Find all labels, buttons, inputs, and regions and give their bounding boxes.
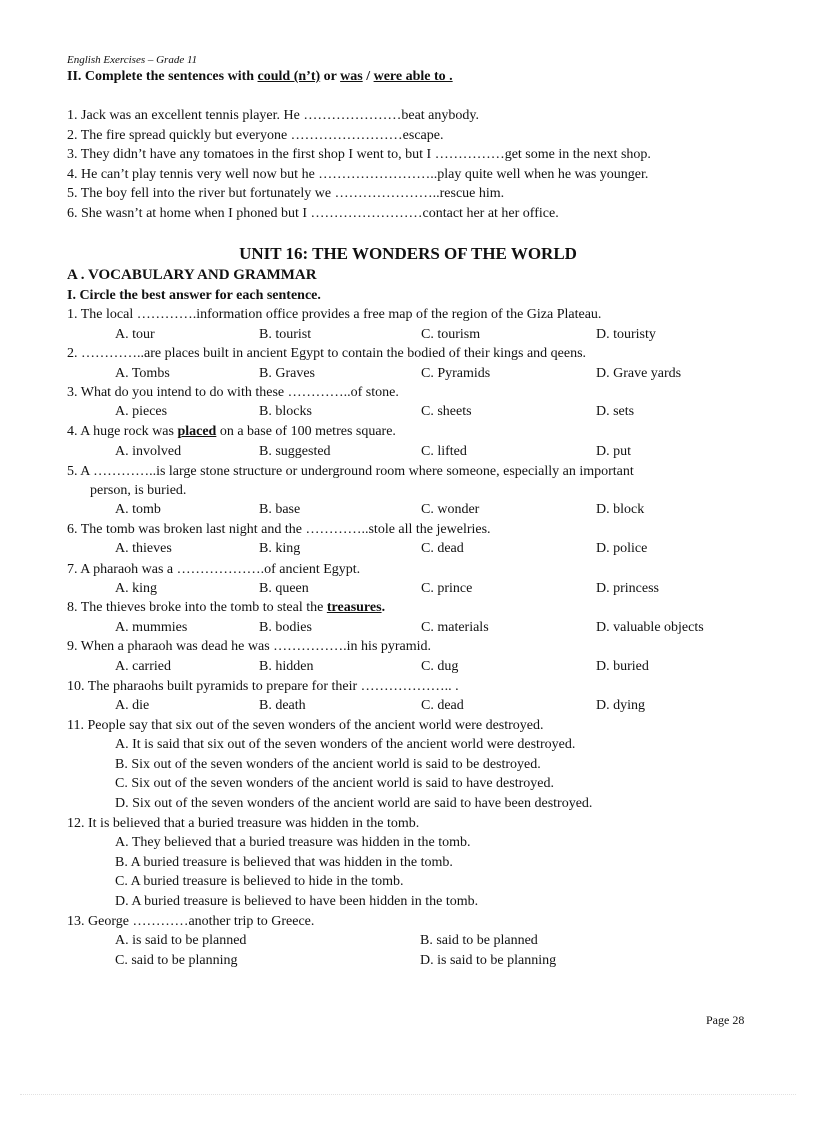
keyword: placed: [177, 424, 217, 439]
option-b: B. blocks: [259, 404, 312, 419]
question: 12. It is believed that a buried treasure was hidden in the tomb.: [67, 816, 420, 831]
option-c: C. Six out of the seven wonders of the ancient world is said to have destroyed.: [115, 776, 554, 791]
question: 11. People say that six out of the seven wonders of the ancient world were destroyed.: [67, 718, 544, 733]
option-c: C. said to be planning: [115, 953, 238, 968]
question: 6. The tomb was broken last night and the …………..stole all the jewelries.: [67, 522, 491, 537]
option-d: D. buried: [596, 659, 649, 674]
option-c: C. sheets: [421, 404, 472, 419]
option-c: C. dead: [421, 698, 464, 713]
option-c: C. Pyramids: [421, 366, 491, 381]
page-bottom-divider: [20, 1094, 796, 1095]
exercise-item: 1. Jack was an excellent tennis player. He …………………beat anybody.: [67, 108, 479, 123]
option-b: B. Graves: [259, 366, 315, 381]
option-b: B. bodies: [259, 620, 312, 635]
exercise-item: 3. They didn’t have any tomatoes in the first shop I went to, but I ……………get some in the next shop.: [67, 147, 651, 162]
option-d: D. Grave yards: [596, 366, 682, 381]
instruction-heading: I. Circle the best answer for each sentence.: [67, 288, 321, 303]
option-b: B. A buried treasure is believed that was hidden in the tomb.: [115, 855, 453, 870]
option-c: C. tourism: [421, 327, 481, 342]
question: 7. A pharaoh was a ……………….of ancient Egypt.: [67, 562, 361, 577]
option-b: B. tourist: [259, 327, 312, 342]
option-d: D. valuable objects: [596, 620, 704, 635]
exercise-item: 4. He can’t play tennis very well now but he ……………………..play quite well when he was younger.: [67, 167, 649, 182]
option-a: A. is said to be planned: [115, 933, 247, 948]
option-b: B. suggested: [259, 444, 331, 459]
option-c: C. dead: [421, 541, 464, 556]
option-b: B. Six out of the seven wonders of the ancient world is said to be destroyed.: [115, 757, 541, 772]
option-a: A. thieves: [115, 541, 172, 556]
question: 2. …………..are places built in ancient Egypt to contain the bodied of their kings and qeens.: [67, 346, 587, 361]
option-c: C. materials: [421, 620, 489, 635]
option-a: A. tour: [115, 327, 155, 342]
option-a: A. Tombs: [115, 366, 170, 381]
option-a: A. involved: [115, 444, 182, 459]
question: 3. What do you intend to do with these …………..of stone.: [67, 385, 399, 400]
running-header: English Exercises – Grade 11: [67, 54, 198, 66]
option-a: A. mummies: [115, 620, 188, 635]
option-b: B. base: [259, 502, 301, 517]
question: 13. George …………another trip to Greece.: [67, 914, 315, 929]
option-c: C. A buried treasure is believed to hide in the tomb.: [115, 874, 404, 889]
option-d: D. block: [596, 502, 645, 517]
keyword: treasures: [326, 600, 382, 615]
option-d: D. is said to be planning: [420, 953, 557, 968]
option-d: D. police: [596, 541, 648, 556]
question: 8. The thieves broke into the tomb to steal the treasures.: [67, 600, 386, 615]
option-d: D. A buried treasure is believed to have been hidden in the tomb.: [115, 894, 479, 909]
question: 5. A …………..is large stone structure or underground room where someone, especially an important: [67, 464, 634, 479]
option-a: A. king: [115, 581, 157, 596]
question-continued: person, is buried.: [90, 483, 187, 498]
option-a: A. They believed that a buried treasure was hidden in the tomb.: [115, 835, 471, 850]
option-b: B. hidden: [259, 659, 314, 674]
exercise-item: 6. She wasn’t at home when I phoned but I ……………………contact her at her office.: [67, 206, 559, 221]
option-d: D. sets: [596, 404, 635, 419]
option-c: C. wonder: [421, 502, 480, 517]
exercise-item: 5. The boy fell into the river but fortunately we …………………..rescue him.: [67, 186, 505, 201]
option-a: A. carried: [115, 659, 171, 674]
option-d: D. dying: [596, 698, 645, 713]
option-a: A. die: [115, 698, 150, 713]
exercise-item: 2. The fire spread quickly but everyone ……………………escape.: [67, 128, 444, 143]
option-a: A. It is said that six out of the seven wonders of the ancient world were destroyed.: [115, 737, 576, 752]
option-c: C. prince: [421, 581, 473, 596]
part-a-heading: A . VOCABULARY AND GRAMMAR: [67, 267, 317, 283]
question: 4. A huge rock was placed on a base of 100 metres square.: [67, 424, 396, 439]
option-d: D. princess: [596, 581, 659, 596]
option-c: C. lifted: [421, 444, 467, 459]
option-c: C. dug: [421, 659, 459, 674]
option-a: A. pieces: [115, 404, 168, 419]
option-a: A. tomb: [115, 502, 161, 517]
question: 9. When a pharaoh was dead he was …………….in his pyramid.: [67, 639, 432, 654]
option-b: B. death: [259, 698, 306, 713]
option-d: D. put: [596, 444, 631, 459]
question: 10. The pharaohs built pyramids to prepare for their ……………….. .: [67, 679, 459, 694]
option-b: B. queen: [259, 581, 309, 596]
page-number: Page 28: [706, 1013, 745, 1027]
unit-title: UNIT 16: THE WONDERS OF THE WORLD: [239, 244, 577, 263]
option-b: B. said to be planned: [420, 933, 538, 948]
section-ii-title: II. Complete the sentences with could (n’t) or was / were able to .: [67, 69, 453, 84]
question: 1. The local ………….information office provides a free map of the region of the Giza Plateau.: [67, 307, 602, 322]
option-d: D. touristy: [596, 327, 656, 342]
option-b: B. king: [259, 541, 301, 556]
option-d: D. Six out of the seven wonders of the ancient world are said to have been destroyed.: [115, 796, 593, 811]
